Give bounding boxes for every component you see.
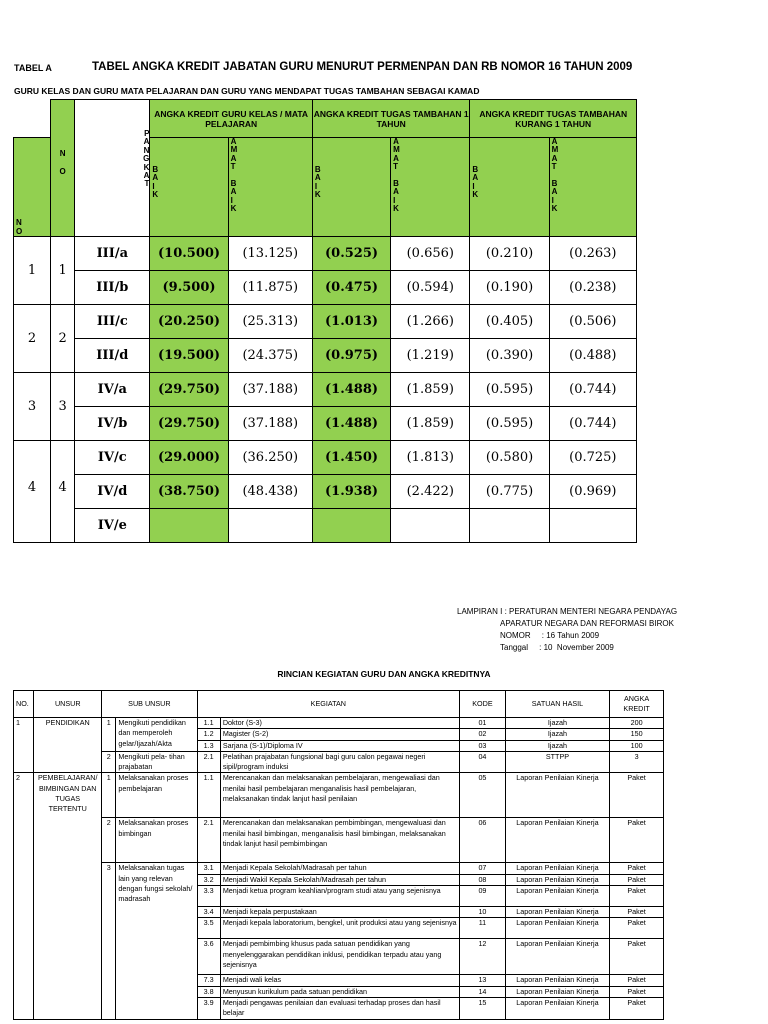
value-tt2-baik	[470, 509, 549, 543]
header-baik-1: B A I K	[150, 138, 228, 237]
table-a-subtitle: GURU KELAS DAN GURU MATA PELAJARAN DAN GURU YANG MENDAPAT TUGAS TAMBAHAN SEBAGAI KAMAD	[14, 86, 480, 96]
value-guru-baik: (38.750)	[150, 475, 228, 509]
value-tt1-baik: (0.525)	[312, 237, 390, 271]
row-group-sub-no: 2	[51, 305, 75, 373]
sub-unsur-name: Mengikuti pela- tihan prajabatan	[116, 751, 197, 773]
kegiatan-text: Magister (S-2)	[220, 729, 459, 740]
kode-cell: 15	[460, 997, 506, 1019]
satuan-hasil-cell: Ijazah	[505, 740, 609, 751]
satuan-hasil-cell: Laporan Penilaian Kinerja	[505, 907, 609, 918]
satuan-hasil-cell: Laporan Penilaian Kinerja	[505, 818, 609, 863]
value-tt1-baik	[312, 509, 390, 543]
kode-cell: 14	[460, 986, 506, 997]
col-header-unsur: UNSUR	[34, 691, 102, 718]
header-no-outer: N O	[14, 138, 51, 237]
value-tt2-baik: (0.580)	[470, 441, 549, 475]
pangkat-cell: IV/c	[75, 441, 150, 475]
table-a-title: TABEL ANGKA KREDIT JABATAN GURU MENURUT PERMENPAN DAN RB NOMOR 16 TAHUN 2009	[92, 61, 633, 73]
kegiatan-text: Menjadi kepala laboratorium, bengkel, unit produksi atau yang sejenisnya	[220, 918, 459, 939]
col-header-satuan-hasil: SATUAN HASIL	[505, 691, 609, 718]
value-tt2-baik: (0.595)	[470, 407, 549, 441]
value-tt1-amat-baik: (1.266)	[391, 305, 470, 339]
satuan-hasil-cell: Laporan Penilaian Kinerja	[505, 863, 609, 874]
header-amat-baik-3: A M A T B A I K	[549, 138, 636, 237]
value-tt1-baik: (1.938)	[312, 475, 390, 509]
value-guru-baik: (10.500)	[150, 237, 228, 271]
kegiatan-no: 3.9	[197, 997, 220, 1019]
lampiran-line-2: APARATUR NEGARA DAN REFORMASI BIROK	[500, 619, 674, 628]
angka-kredit-cell: Paket	[610, 918, 664, 939]
angka-kredit-cell: Paket	[610, 907, 664, 918]
table-a-row	[14, 509, 637, 543]
value-tt2-baik: (0.775)	[470, 475, 549, 509]
col-header-no: NO.	[14, 691, 34, 718]
sub-unsur-no: 2	[102, 751, 116, 773]
kegiatan-no: 7.3	[197, 975, 220, 986]
value-guru-amat-baik: (36.250)	[228, 441, 312, 475]
header-group-tugas-tambahan-1-tahun: ANGKA KREDIT TUGAS TAMBAHAN 1 TAHUN	[312, 100, 470, 138]
value-tt2-amat-baik: (0.744)	[549, 407, 636, 441]
row-group-sub-no: 1	[51, 237, 75, 305]
kegiatan-text: Menjadi pengawas penilaian dan evaluasi terhadap proses dan hasil belajar	[220, 997, 459, 1019]
angka-kredit-table	[13, 99, 637, 543]
lampiran-line-4: Tanggal : 10 November 2009	[500, 643, 614, 652]
header-baik-2: B A I K	[312, 138, 390, 237]
satuan-hasil-cell: Laporan Penilaian Kinerja	[505, 773, 609, 818]
value-tt2-baik: (0.190)	[470, 271, 549, 305]
value-tt1-amat-baik: (1.859)	[391, 373, 470, 407]
kegiatan-no: 1.2	[197, 729, 220, 740]
pangkat-cell: III/d	[75, 339, 150, 373]
value-tt2-amat-baik: (0.969)	[549, 475, 636, 509]
lampiran-line-1: LAMPIRAN I : PERATURAN MENTERI NEGARA PENDAYAG	[457, 607, 678, 616]
kode-cell: 09	[460, 886, 506, 907]
satuan-hasil-cell: Laporan Penilaian Kinerja	[505, 986, 609, 997]
pangkat-cell: IV/d	[75, 475, 150, 509]
table-a-row	[14, 339, 637, 373]
value-tt1-baik: (1.013)	[312, 305, 390, 339]
value-tt2-amat-baik: (0.725)	[549, 441, 636, 475]
header-amat-baik-1: A M A T B A I K	[228, 138, 312, 237]
kegiatan-text: Merencanakan dan melaksanakan pembimbingan, mengewaluasi dan menilai hasil bimbingan, menganalisis hasil bimbingan, melaksanakan tindak lanjut hasil pembimbingan	[220, 818, 459, 863]
sub-unsur-no: 3	[102, 863, 116, 1019]
col-header-kode: KODE	[460, 691, 506, 718]
lampiran-line-3: NOMOR : 16 Tahun 2009	[500, 631, 600, 640]
table-a-row	[14, 237, 637, 271]
value-tt1-baik: (1.488)	[312, 407, 390, 441]
satuan-hasil-cell: Laporan Penilaian Kinerja	[505, 975, 609, 986]
header-pangkat: P A N G K A T	[75, 100, 150, 237]
kode-cell: 08	[460, 874, 506, 885]
kode-cell: 01	[460, 718, 506, 729]
angka-kredit-cell: Paket	[610, 886, 664, 907]
sub-unsur-no: 2	[102, 818, 116, 863]
value-tt1-amat-baik: (0.594)	[391, 271, 470, 305]
kegiatan-no: 3.5	[197, 918, 220, 939]
row-group-sub-no: 3	[51, 373, 75, 441]
angka-kredit-cell: 150	[610, 729, 664, 740]
rincian-row	[14, 863, 664, 874]
kegiatan-no: 3.4	[197, 907, 220, 918]
satuan-hasil-cell: Laporan Penilaian Kinerja	[505, 997, 609, 1019]
kode-cell: 02	[460, 729, 506, 740]
sub-unsur-name: Melaksanakan proses pembelajaran	[116, 773, 197, 818]
value-guru-amat-baik	[228, 509, 312, 543]
row-group-no: 3	[14, 373, 51, 441]
angka-kredit-cell: Paket	[610, 773, 664, 818]
pangkat-cell: III/a	[75, 237, 150, 271]
table-a-row	[14, 305, 637, 339]
pangkat-cell: IV/b	[75, 407, 150, 441]
header-group-tugas-tambahan-kurang-1-tahun: ANGKA KREDIT TUGAS TAMBAHAN KURANG 1 TAHUN	[470, 100, 637, 138]
header-no-inner: N O	[51, 100, 75, 237]
sub-unsur-name: Melaksanakan proses bimbingan	[116, 818, 197, 863]
value-tt1-baik: (0.975)	[312, 339, 390, 373]
kegiatan-text: Merencanakan dan melaksanakan pembelajaran, mengewaliasi dan menilai hasil pembelajaran menganalisis hasil pembelajaran, melaksanakan tindak lanjut hasil penilaian	[220, 773, 459, 818]
kegiatan-text: Menjadi wali kelas	[220, 975, 459, 986]
angka-kredit-cell: 200	[610, 718, 664, 729]
angka-kredit-cell: Paket	[610, 939, 664, 975]
kode-cell: 13	[460, 975, 506, 986]
kegiatan-no: 3.1	[197, 863, 220, 874]
value-tt1-amat-baik: (1.219)	[391, 339, 470, 373]
table-a-label: TABEL A	[14, 63, 52, 73]
satuan-hasil-cell: Laporan Penilaian Kinerja	[505, 939, 609, 975]
kegiatan-text: Menjadi Kepala Sekolah/Madrasah per tahun	[220, 863, 459, 874]
value-tt1-amat-baik: (1.813)	[391, 441, 470, 475]
value-guru-baik: (29.750)	[150, 373, 228, 407]
kode-cell: 03	[460, 740, 506, 751]
kegiatan-no: 1.1	[197, 718, 220, 729]
unsur-name: PENDIDIKAN	[34, 718, 102, 773]
value-guru-amat-baik: (37.188)	[228, 373, 312, 407]
kegiatan-text: Menjadi pembimbing khusus pada satuan pendidikan yang menyelenggarakan pendidikan inklusi, pendidikan terpadu atau yang sejenisnya	[220, 939, 459, 975]
kegiatan-no: 3.2	[197, 874, 220, 885]
value-tt1-baik: (1.450)	[312, 441, 390, 475]
row-group-no: 2	[14, 305, 51, 373]
value-tt2-baik: (0.595)	[470, 373, 549, 407]
value-tt2-baik: (0.405)	[470, 305, 549, 339]
pangkat-cell: IV/e	[75, 509, 150, 543]
value-guru-amat-baik: (25.313)	[228, 305, 312, 339]
sub-unsur-no: 1	[102, 718, 116, 752]
value-guru-amat-baik: (37.188)	[228, 407, 312, 441]
sub-unsur-name: Mengikuti pendidikan dan memperoleh gelar/Ijazah/Akta	[116, 718, 197, 752]
blank-corner-top	[14, 100, 51, 138]
value-guru-baik: (20.250)	[150, 305, 228, 339]
value-tt2-amat-baik: (0.238)	[549, 271, 636, 305]
value-tt2-baik: (0.390)	[470, 339, 549, 373]
rincian-body	[14, 718, 664, 1020]
sub-unsur-name: Melaksanakan tugas lain yang relevan dengan fungsi sekolah/ madrasah	[116, 863, 197, 1019]
rincian-row	[14, 751, 664, 773]
pangkat-cell: IV/a	[75, 373, 150, 407]
angka-kredit-cell: 3	[610, 751, 664, 773]
kegiatan-no: 1.3	[197, 740, 220, 751]
kegiatan-text: Pelatihan prajabatan fungsional bagi guru calon pegawai negeri sipil/program induksi	[220, 751, 459, 773]
rincian-kegiatan-table	[13, 690, 664, 1020]
kegiatan-text: Menjadi kepala perpustakaan	[220, 907, 459, 918]
rincian-row	[14, 718, 664, 729]
value-tt2-amat-baik: (0.506)	[549, 305, 636, 339]
kegiatan-no: 2.1	[197, 751, 220, 773]
unsur-no: 1	[14, 718, 34, 773]
value-tt1-amat-baik	[391, 509, 470, 543]
angka-kredit-cell: Paket	[610, 874, 664, 885]
value-tt2-amat-baik: (0.263)	[549, 237, 636, 271]
rincian-row	[14, 773, 664, 818]
kegiatan-no: 3.3	[197, 886, 220, 907]
row-group-no: 1	[14, 237, 51, 305]
value-tt1-amat-baik: (1.859)	[391, 407, 470, 441]
sub-unsur-no: 1	[102, 773, 116, 818]
value-tt2-amat-baik: (0.744)	[549, 373, 636, 407]
col-header-sub-unsur: SUB UNSUR	[102, 691, 197, 718]
kegiatan-text: Menjadi ketua program keahlian/program studi atau yang sejenisnya	[220, 886, 459, 907]
satuan-hasil-cell: STTPP	[505, 751, 609, 773]
value-guru-baik: (29.750)	[150, 407, 228, 441]
kode-cell: 06	[460, 818, 506, 863]
table-a-row	[14, 475, 637, 509]
kegiatan-no: 2.1	[197, 818, 220, 863]
value-guru-baik: (9.500)	[150, 271, 228, 305]
kode-cell: 04	[460, 751, 506, 773]
angka-kredit-cell: 100	[610, 740, 664, 751]
value-tt2-amat-baik: (0.488)	[549, 339, 636, 373]
header-group-guru-kelas: ANGKA KREDIT GURU KELAS / MATA PELAJARAN	[150, 100, 313, 138]
satuan-hasil-cell: Ijazah	[505, 718, 609, 729]
row-group-no: 4	[14, 441, 51, 543]
value-guru-amat-baik: (48.438)	[228, 475, 312, 509]
angka-kredit-cell: Paket	[610, 863, 664, 874]
kode-cell: 10	[460, 907, 506, 918]
col-header-angka-kredit: ANGKA KREDIT	[610, 691, 664, 718]
pangkat-cell: III/b	[75, 271, 150, 305]
kode-cell: 12	[460, 939, 506, 975]
header-baik-3: B A I K	[470, 138, 549, 237]
satuan-hasil-cell: Ijazah	[505, 729, 609, 740]
kegiatan-no: 3.6	[197, 939, 220, 975]
angka-kredit-cell: Paket	[610, 986, 664, 997]
value-tt1-baik: (0.475)	[312, 271, 390, 305]
satuan-hasil-cell: Laporan Penilaian Kinerja	[505, 874, 609, 885]
value-guru-amat-baik: (24.375)	[228, 339, 312, 373]
kode-cell: 11	[460, 918, 506, 939]
satuan-hasil-cell: Laporan Penilaian Kinerja	[505, 886, 609, 907]
pangkat-cell: III/c	[75, 305, 150, 339]
unsur-no: 2	[14, 773, 34, 1019]
table-a-body	[14, 237, 637, 543]
value-guru-baik: (19.500)	[150, 339, 228, 373]
value-guru-baik	[150, 509, 228, 543]
value-tt1-baik: (1.488)	[312, 373, 390, 407]
unsur-name: PEMBELAJARAN/ BIMBINGAN DAN TUGAS TERTENTU	[34, 773, 102, 1019]
rincian-title: RINCIAN KEGIATAN GURU DAN ANGKA KREDITNYA	[277, 669, 491, 679]
satuan-hasil-cell: Laporan Penilaian Kinerja	[505, 918, 609, 939]
kegiatan-no: 1.1	[197, 773, 220, 818]
value-tt2-baik: (0.210)	[470, 237, 549, 271]
kegiatan-text: Menjadi Wakil Kepala Sekolah/Madrasah per tahun	[220, 874, 459, 885]
kegiatan-text: Doktor (S-3)	[220, 718, 459, 729]
angka-kredit-cell: Paket	[610, 818, 664, 863]
value-tt2-amat-baik	[549, 509, 636, 543]
row-group-sub-no: 4	[51, 441, 75, 543]
table-a-row	[14, 407, 637, 441]
col-header-kegiatan: KEGIATAN	[197, 691, 460, 718]
value-guru-amat-baik: (13.125)	[228, 237, 312, 271]
table-a-row	[14, 271, 637, 305]
value-guru-amat-baik: (11.875)	[228, 271, 312, 305]
angka-kredit-cell: Paket	[610, 975, 664, 986]
table-a-row	[14, 373, 637, 407]
kode-cell: 05	[460, 773, 506, 818]
kegiatan-text: Sarjana (S-1)/Diploma IV	[220, 740, 459, 751]
table-a-row	[14, 441, 637, 475]
value-guru-baik: (29.000)	[150, 441, 228, 475]
angka-kredit-cell: Paket	[610, 997, 664, 1019]
rincian-row	[14, 818, 664, 863]
value-tt1-amat-baik: (2.422)	[391, 475, 470, 509]
kegiatan-text: Menyusun kurikulum pada satuan pendidikan	[220, 986, 459, 997]
kode-cell: 07	[460, 863, 506, 874]
value-tt1-amat-baik: (0.656)	[391, 237, 470, 271]
header-amat-baik-2: A M A T B A I K	[391, 138, 470, 237]
kegiatan-no: 3.8	[197, 986, 220, 997]
